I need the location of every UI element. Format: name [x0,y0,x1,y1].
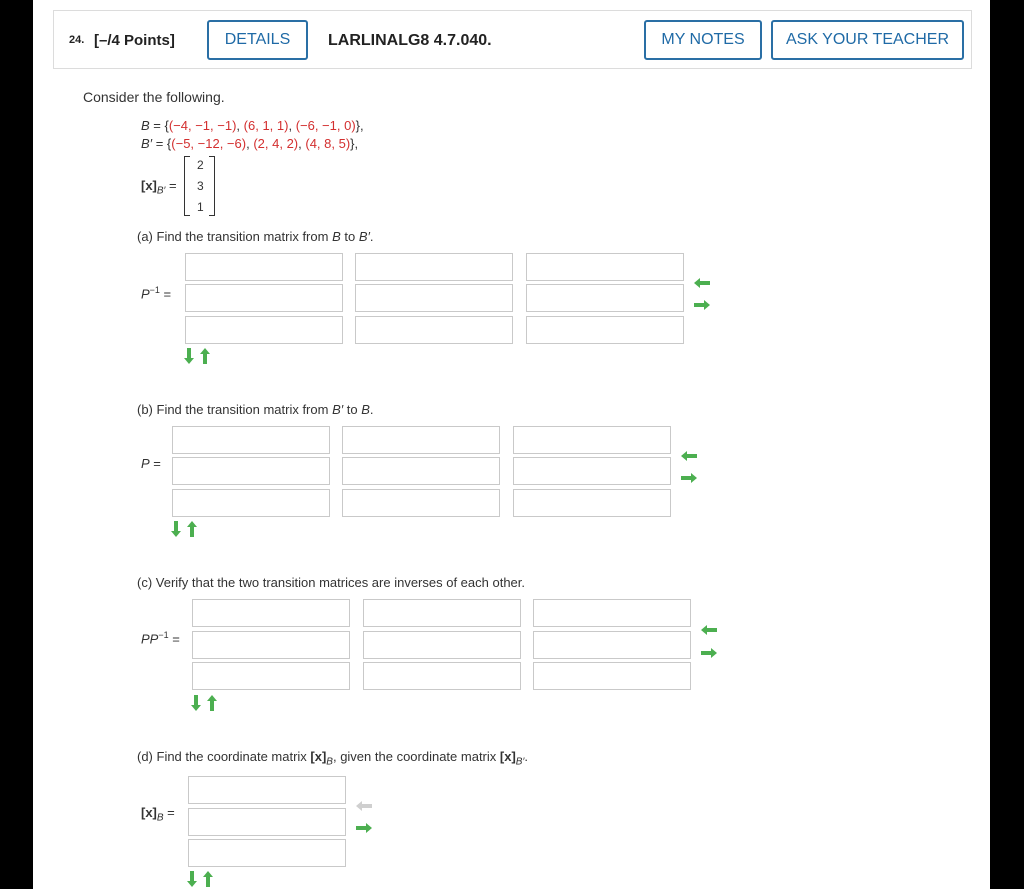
set-b-vector-2: (6, 1, 1) [243,118,289,133]
part-a-prompt [137,229,374,244]
left-bracket [184,156,190,216]
question-header [53,10,972,69]
sep: , [236,118,244,133]
pp-sup: −1 [158,630,169,640]
xbp-value-1: 2 [197,158,204,172]
xbp-sub: B′ [156,185,166,197]
part-c-cell-3-2[interactable] [363,662,521,690]
part-d-sub2: B′ [515,756,525,768]
remove-column-arrow-icon[interactable] [701,625,717,635]
part-a-cell-1-2[interactable] [355,253,513,281]
part-c-cell-2-3[interactable] [533,631,691,659]
p-eq: = [149,456,161,471]
part-d-x2: [x] [499,749,516,764]
part-b-cell-2-3[interactable] [513,457,671,485]
part-b-cell-2-1[interactable] [172,457,330,485]
part-c-matrix-label [141,630,180,646]
part-d-end: . [524,749,528,764]
p-eq: = [159,286,172,302]
add-column-arrow-icon[interactable] [701,648,717,658]
part-b-b: B [361,402,370,417]
question-page [33,0,990,889]
part-b-cell-2-2[interactable] [342,457,500,485]
part-a-cell-3-3[interactable] [526,316,684,344]
add-column-arrow-icon[interactable] [681,473,697,483]
question-number: 24. [69,34,85,46]
set-bp-eq: = { [152,136,172,151]
part-b-prompt [137,402,374,417]
points-label: [–/4 Points] [94,32,175,49]
remove-column-arrow-icon [356,801,372,811]
set-bp-label: B′ [141,136,153,151]
intro-text: Consider the following. [83,89,225,105]
xbp-label [141,178,177,197]
add-column-arrow-icon[interactable] [356,823,372,833]
part-b-cell-3-1[interactable] [172,489,330,517]
part-a-bp: B′ [358,229,370,244]
part-a-cell-2-1[interactable] [185,284,343,312]
set-b-label: B [141,118,150,133]
part-d-sub1: B [326,756,333,768]
remove-column-arrow-icon[interactable] [694,278,710,288]
part-a-matrix-label [141,285,171,301]
part-b-cell-3-2[interactable] [342,489,500,517]
set-bp-vector-3: (4, 8, 5) [305,136,351,151]
set-b-end: }, [355,118,364,133]
part-b-bp: B′ [332,402,344,417]
set-b [141,118,364,133]
my-notes-button[interactable]: MY NOTES [644,20,762,60]
remove-row-arrow-icon[interactable] [200,348,210,364]
xb-eq: = [163,805,175,820]
part-b-cell-1-3[interactable] [513,426,671,454]
xbp-eq: = [165,178,177,193]
part-b-text: (b) Find the transition matrix from [137,402,333,417]
remove-row-arrow-icon[interactable] [187,521,197,537]
part-d-x1: [x] [310,749,327,764]
part-a-mid: to [340,229,359,244]
part-c-cell-1-3[interactable] [533,599,691,627]
part-c-cell-1-1[interactable] [192,599,350,627]
add-row-arrow-icon[interactable] [187,871,197,887]
part-a-cell-3-2[interactable] [355,316,513,344]
xb-sub: B [156,812,164,824]
part-a-text: (a) Find the transition matrix from [137,229,333,244]
pp-label: PP [141,631,159,647]
part-a-b: B [332,229,341,244]
part-b-cell-3-3[interactable] [513,489,671,517]
part-d-prompt [137,749,528,768]
part-a-end: . [369,229,374,244]
sep: , [298,136,306,151]
part-a-cell-1-1[interactable] [185,253,343,281]
p-label: P [141,456,150,471]
part-a-cell-2-3[interactable] [526,284,684,312]
sep: , [246,136,254,151]
pp-eq: = [168,631,180,647]
part-b-matrix-label [141,456,161,471]
add-row-arrow-icon[interactable] [191,695,201,711]
part-d-cell-1[interactable] [188,776,346,804]
part-c-cell-2-2[interactable] [363,631,521,659]
sep: , [288,118,296,133]
remove-column-arrow-icon[interactable] [681,451,697,461]
part-a-cell-3-1[interactable] [185,316,343,344]
part-b-cell-1-2[interactable] [342,426,500,454]
part-d-cell-2[interactable] [188,808,346,836]
p-label: P [141,286,150,302]
problem-code: LARLINALG8 4.7.040. [328,32,492,49]
set-bp-vector-1: (−5, −12, −6) [171,136,247,151]
part-b-end: . [369,402,374,417]
part-d-cell-3[interactable] [188,839,346,867]
set-bp-vector-2: (2, 4, 2) [253,136,299,151]
details-button[interactable]: DETAILS [207,20,308,60]
set-b-prime [141,136,358,151]
add-column-arrow-icon[interactable] [694,300,710,310]
p-sup: −1 [149,285,160,295]
part-d-matrix-label [141,805,175,824]
remove-row-arrow-icon[interactable] [203,871,213,887]
part-c-cell-3-1[interactable] [192,662,350,690]
part-c-cell-1-2[interactable] [363,599,521,627]
part-d-text: (d) Find the coordinate matrix [137,749,311,764]
part-b-cell-1-1[interactable] [172,426,330,454]
part-a-cell-1-3[interactable] [526,253,684,281]
add-row-arrow-icon[interactable] [171,521,181,537]
set-bp-end: }, [350,136,359,151]
right-bracket [209,156,215,216]
part-b-mid: to [343,402,362,417]
xbp-value-3: 1 [197,200,204,214]
xbp-value-2: 3 [197,179,204,193]
xbp-x: [x] [141,178,157,193]
remove-row-arrow-icon[interactable] [207,695,217,711]
set-b-vector-1: (−4, −1, −1) [168,118,237,133]
part-c-prompt: (c) Verify that the two transition matrices are inverses of each other. [137,575,526,590]
xb-label: [x] [141,805,157,820]
part-a-cell-2-2[interactable] [355,284,513,312]
add-row-arrow-icon[interactable] [184,348,194,364]
part-c-cell-3-3[interactable] [533,662,691,690]
part-c-cell-2-1[interactable] [192,631,350,659]
ask-teacher-button[interactable]: ASK YOUR TEACHER [771,20,964,60]
set-b-eq: = { [149,118,169,133]
part-d-mid: , given the coordinate matrix [332,749,500,764]
set-b-vector-3: (−6, −1, 0) [295,118,356,133]
